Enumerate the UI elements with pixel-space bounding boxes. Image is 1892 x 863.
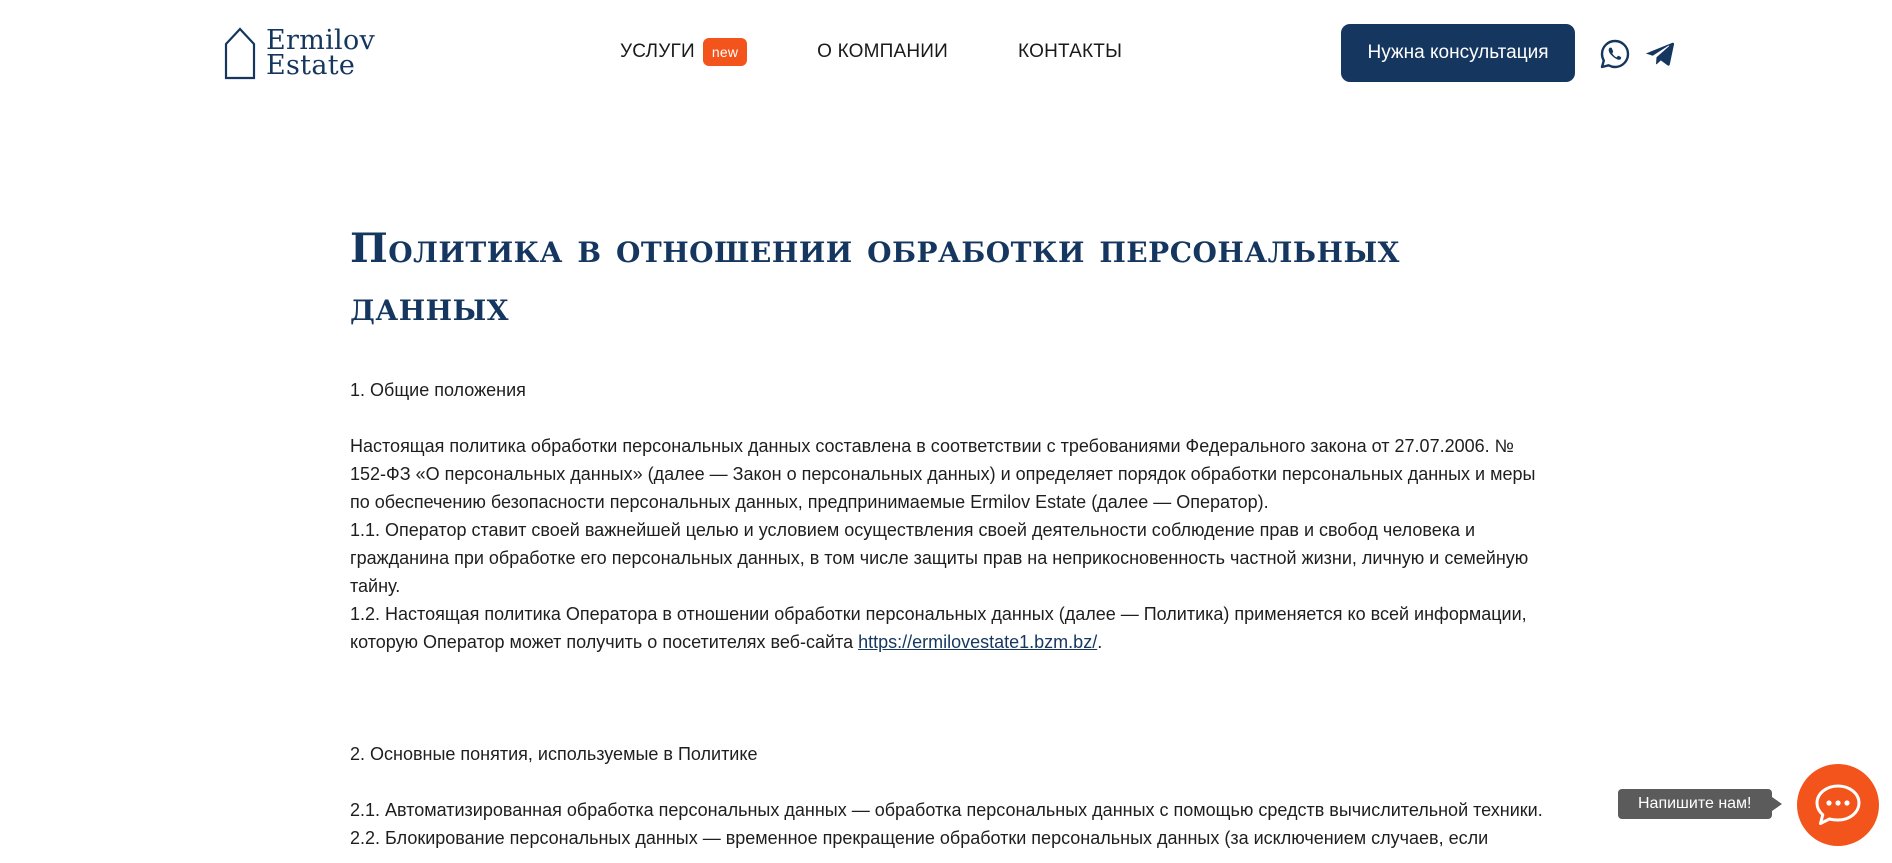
- paragraph-text: 1.2. Настоящая политика Оператора в отношении обработки персональных данных (далее — Политика) применяется ко всей информации, которую Оператор может получить о посетителях веб-сайта: [350, 604, 1527, 652]
- consultation-button[interactable]: Нужна консультация: [1341, 24, 1575, 82]
- nav-item-label: О КОМПАНИИ: [817, 41, 949, 62]
- logo[interactable]: [224, 26, 375, 80]
- paragraph: 2.2. Блокирование персональных данных — временное прекращение обработки персональных данных (за исключением случаев, если: [350, 828, 1489, 848]
- nav-item-contacts[interactable]: [1018, 41, 1122, 63]
- chat-button[interactable]: [1797, 764, 1879, 846]
- logo-line-1: Ermilov: [266, 25, 376, 56]
- whatsapp-icon: [1599, 38, 1631, 70]
- whatsapp-link[interactable]: [1599, 38, 1631, 70]
- nav-item-about[interactable]: [817, 41, 948, 63]
- paragraph: [350, 600, 1550, 656]
- logo-line-2: Estate: [266, 50, 356, 81]
- paragraph: 1.1. Оператор ставит своей важнейшей целью и условием осуществления своей деятельности соблюдение прав и свобод человека и гражданина при обработке его персональных данных, в том числе защиты прав на неприкосновенность частной жизни, личную и семейную тайну.: [350, 520, 1529, 596]
- website-link[interactable]: https://ermilovestate1.bzm.bz/: [858, 632, 1098, 652]
- page-title-line-1: Политика в отношении обработки персональных: [350, 225, 1400, 272]
- section-heading-definitions: 2. Основные понятия, используемые в Политике: [350, 744, 758, 764]
- page-title: [350, 220, 1550, 336]
- new-badge: new: [703, 38, 747, 66]
- paragraph-text: .: [1097, 632, 1103, 652]
- telegram-link[interactable]: [1644, 38, 1676, 70]
- telegram-icon: [1644, 38, 1676, 70]
- chat-bubble-icon: [1813, 782, 1863, 828]
- site-header: [0, 0, 1892, 104]
- section-body-definitions: [350, 796, 1550, 852]
- nav-item-label: УСЛУГИ: [620, 41, 695, 62]
- logo-text: [266, 25, 376, 81]
- nav-item-label: КОНТАКТЫ: [1018, 41, 1123, 62]
- section-body-general: [350, 432, 1550, 656]
- house-logo-icon: [224, 26, 256, 80]
- policy-content: [350, 220, 1550, 852]
- paragraph: Настоящая политика обработки персональных данных составлена в соответствии с требованиями Федерального закона от 27.07.2006. № 152-ФЗ «О персональных данных» (далее — Закон о персональных данных) и определяет порядок обработки персональных данных и меры по обеспечению безопасности персональных данных, предпринимаемые Ermilov Estate (далее — Оператор).: [350, 436, 1536, 512]
- paragraph: 2.1. Автоматизированная обработка персональных данных — обработка персональных данных с помощью средств вычислительной техники.: [350, 800, 1543, 820]
- nav-item-services[interactable]: [620, 38, 747, 66]
- chat-tooltip[interactable]: Напишите нам!: [1618, 789, 1772, 819]
- section-heading-general: 1. Общие положения: [350, 380, 526, 400]
- page-title-line-2: данных: [350, 283, 509, 330]
- main-nav: [620, 36, 1122, 68]
